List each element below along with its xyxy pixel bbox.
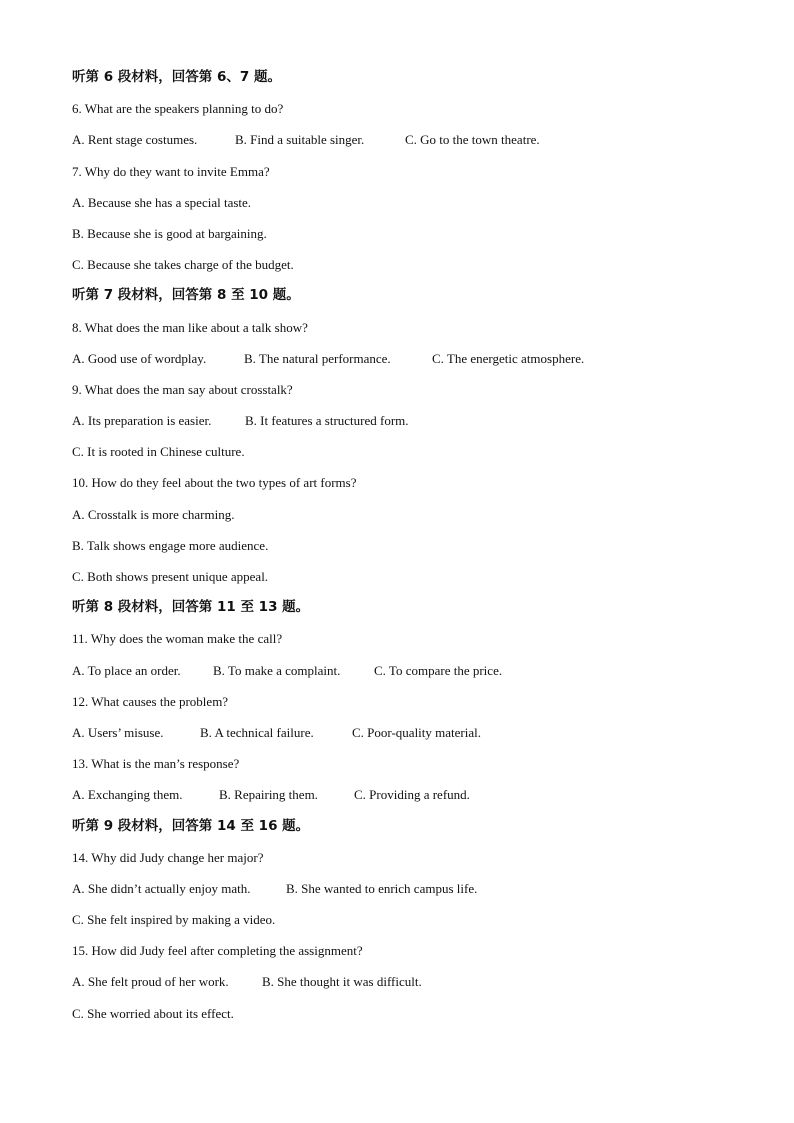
option-a: A. She didn’t actually enjoy math. <box>72 880 251 896</box>
option-a: A. Because she has a special taste. <box>72 194 252 210</box>
question-13: 13. What is the man’s response? <box>72 756 240 772</box>
options-13 <box>72 779 752 810</box>
option-a: A. Crosstalk is more charming. <box>72 506 235 522</box>
option-c: C. Poor-quality material. <box>352 724 481 740</box>
question-12: 12. What causes the problem? <box>72 693 229 709</box>
option-c: C. The energetic atmosphere. <box>432 350 585 366</box>
question-7: 7. Why do they want to invite Emma? <box>72 163 270 179</box>
option-c: C. Because she takes charge of the budget. <box>72 257 294 273</box>
question-8: 8. What does the man like about a talk show? <box>72 319 308 335</box>
options-11 <box>72 655 752 686</box>
option-b: B. She thought it was difficult. <box>262 974 422 990</box>
question-9: 9. What does the man say about crosstalk? <box>72 381 293 397</box>
option-b: B. The natural performance. <box>244 350 391 366</box>
option-c: C. She worried about its effect. <box>72 1005 234 1021</box>
option-a: A. Exchanging them. <box>72 787 183 803</box>
section-heading: 听第 8 段材料，回答第 11 至 13 题。 <box>72 599 310 616</box>
options-9 <box>72 405 752 436</box>
option-c: C. Both shows present unique appeal. <box>72 569 269 584</box>
option-b: B. A technical failure. <box>200 724 314 740</box>
section-heading: 听第 9 段材料，回答第 14 至 16 题。 <box>72 817 310 834</box>
option-a: A. She felt proud of her work. <box>72 974 229 990</box>
option-a: A. Rent stage costumes. <box>72 132 198 148</box>
option-b: B. Find a suitable singer. <box>235 132 365 148</box>
option-b: B. It features a structured form. <box>245 413 409 429</box>
options-12 <box>72 717 752 748</box>
option-b: B. To make a complaint. <box>213 662 341 678</box>
option-a: A. To place an order. <box>72 662 181 678</box>
option-b: B. She wanted to enrich campus life. <box>286 880 478 896</box>
section-heading: 听第 6 段材料，回答第 6、7 题。 <box>72 69 281 85</box>
option-a: A. Good use of wordplay. <box>72 350 207 366</box>
options-14 <box>72 873 752 904</box>
option-b: B. Talk shows engage more audience. <box>72 537 269 553</box>
question-15: 15. How did Judy feel after completing the assignment? <box>72 943 363 959</box>
option-b: B. Repairing them. <box>219 787 318 803</box>
option-c: C. To compare the price. <box>374 662 503 678</box>
question-14: 14. Why did Judy change her major? <box>72 849 264 865</box>
option-c: C. It is rooted in Chinese culture. <box>72 444 245 460</box>
question-10: 10. How do they feel about the two types of art forms? <box>72 475 357 491</box>
options-6 <box>72 124 752 155</box>
option-a: A. Its preparation is easier. <box>72 413 212 429</box>
exam-page <box>72 62 752 1029</box>
section-heading: 听第 7 段材料，回答第 8 至 10 题。 <box>72 287 300 304</box>
option-c: C. She felt inspired by making a video. <box>72 912 276 928</box>
option-c: C. Go to the town theatre. <box>405 132 540 148</box>
option-b: B. Because she is good at bargaining. <box>72 225 267 241</box>
question-11: 11. Why does the woman make the call? <box>72 631 283 647</box>
question-6: 6. What are the speakers planning to do? <box>72 101 284 117</box>
option-a: A. Users’ misuse. <box>72 724 164 740</box>
options-15 <box>72 966 752 997</box>
option-c: C. Providing a refund. <box>354 787 470 803</box>
options-8 <box>72 343 752 374</box>
